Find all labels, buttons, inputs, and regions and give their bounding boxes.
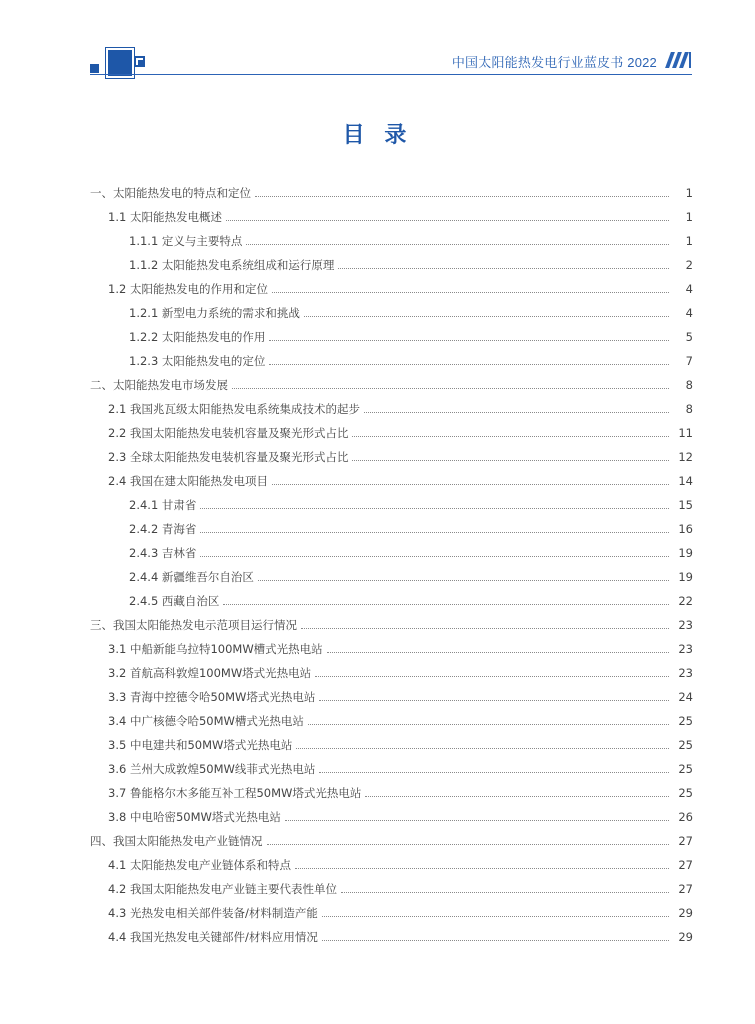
toc-entry[interactable]	[90, 397, 693, 421]
toc-entry[interactable]	[90, 925, 693, 949]
toc-leader-dots	[352, 459, 669, 461]
toc-entry-title: 2.4.3 吉林省	[129, 546, 197, 560]
toc-page-number: 14	[678, 474, 693, 488]
toc-page-number: 23	[678, 666, 693, 680]
toc-leader-dots	[223, 603, 669, 605]
toc-page-number: 26	[678, 810, 693, 824]
toc-page-number: 25	[678, 762, 693, 776]
toc-entry-title: 2.4.5 西藏自治区	[129, 594, 220, 608]
slashes-icon	[662, 52, 692, 70]
toc-entry-title: 1.1.1 定义与主要特点	[129, 234, 243, 248]
toc-page-number: 1	[685, 210, 693, 224]
toc-entry[interactable]	[90, 373, 693, 397]
toc-entry[interactable]	[90, 709, 693, 733]
toc-entry[interactable]	[90, 541, 693, 565]
toc-entry[interactable]	[90, 805, 693, 829]
toc-entry[interactable]	[90, 781, 693, 805]
toc-entry-title: 三、我国太阳能热发电示范项目运行情况	[90, 618, 297, 632]
toc-entry-title: 3.2 首航高科敦煌100MW塔式光热电站	[108, 666, 312, 680]
toc-page-number: 27	[678, 834, 693, 848]
header-divider	[90, 74, 692, 75]
toc-leader-dots	[295, 867, 669, 869]
toc-entry-title: 4.4 我国光热发电关键部件/材料应用情况	[108, 930, 318, 944]
toc-page-number: 24	[678, 690, 693, 704]
toc-page-number: 4	[685, 282, 693, 296]
toc-leader-dots	[315, 675, 669, 677]
toc-entry[interactable]	[90, 421, 693, 445]
toc-leader-dots	[272, 483, 669, 485]
toc-entry[interactable]	[90, 517, 693, 541]
toc-page-number: 4	[685, 306, 693, 320]
toc-entry[interactable]	[90, 493, 693, 517]
toc-page-number: 27	[678, 882, 693, 896]
toc-page-number: 22	[678, 594, 693, 608]
toc-entry-title: 1.2 太阳能热发电的作用和定位	[108, 282, 268, 296]
toc-leader-dots	[200, 555, 669, 557]
toc-entry-title: 2.4 我国在建太阳能热发电项目	[108, 474, 268, 488]
toc-entry-title: 3.6 兰州大成敦煌50MW线菲式光热电站	[108, 762, 316, 776]
toc-entry-title: 四、我国太阳能热发电产业链情况	[90, 834, 263, 848]
toc-page-number: 5	[685, 330, 693, 344]
toc-entry-title: 3.7 鲁能格尔木多能互补工程50MW塔式光热电站	[108, 786, 362, 800]
toc-leader-dots	[269, 363, 669, 365]
toc-page-number: 1	[685, 234, 693, 248]
toc-entry[interactable]	[90, 613, 693, 637]
toc-entry[interactable]	[90, 757, 693, 781]
toc-leader-dots	[352, 435, 669, 437]
toc-entry[interactable]	[90, 205, 693, 229]
toc-entry-title: 3.8 中电哈密50MW塔式光热电站	[108, 810, 281, 824]
toc-leader-dots	[338, 267, 669, 269]
toc-leader-dots	[269, 339, 669, 341]
toc-entry-title: 2.4.2 青海省	[129, 522, 197, 536]
toc-entry[interactable]	[90, 829, 693, 853]
toc-leader-dots	[232, 387, 669, 389]
toc-entry[interactable]	[90, 277, 693, 301]
toc-page-number: 15	[678, 498, 693, 512]
toc-entry-title: 1.2.2 太阳能热发电的作用	[129, 330, 266, 344]
toc-page-number: 2	[685, 258, 693, 272]
header-title: 中国太阳能热发电行业蓝皮书 2022	[451, 55, 657, 70]
toc-page-number: 11	[678, 426, 693, 440]
page-title: 目 录	[342, 123, 413, 148]
toc-entry-title: 4.1 太阳能热发电产业链体系和特点	[108, 858, 291, 872]
toc-entry[interactable]	[90, 661, 693, 685]
toc-leader-dots	[341, 891, 669, 893]
toc-entry[interactable]	[90, 637, 693, 661]
toc-entry[interactable]	[90, 469, 693, 493]
toc-entry[interactable]	[90, 565, 693, 589]
toc-entry-title: 1.1.2 太阳能热发电系统组成和运行原理	[129, 258, 335, 272]
toc-page-number: 19	[678, 546, 693, 560]
toc-leader-dots	[226, 219, 669, 221]
toc-leader-dots	[365, 795, 669, 797]
toc-leader-dots	[322, 915, 669, 917]
toc-page-number: 19	[678, 570, 693, 584]
toc-page-number: 8	[685, 402, 693, 416]
toc-page-number: 25	[678, 786, 693, 800]
toc-leader-dots	[319, 699, 669, 701]
toc-entry[interactable]	[90, 349, 693, 373]
toc-entry[interactable]	[90, 229, 693, 253]
toc-leader-dots	[308, 723, 669, 725]
toc-leader-dots	[322, 939, 669, 941]
toc-leader-dots	[364, 411, 669, 413]
toc-entry[interactable]	[90, 325, 693, 349]
toc-entry-title: 二、太阳能热发电市场发展	[90, 378, 228, 392]
toc-leader-dots	[272, 291, 669, 293]
toc-page-number: 27	[678, 858, 693, 872]
toc-page-number: 23	[678, 618, 693, 632]
toc-entry[interactable]	[90, 853, 693, 877]
toc-page-number: 23	[678, 642, 693, 656]
toc-entry[interactable]	[90, 301, 693, 325]
toc-entry-title: 2.2 我国太阳能热发电装机容量及聚光形式占比	[108, 426, 349, 440]
toc-entry-title: 一、太阳能热发电的特点和定位	[90, 186, 251, 200]
toc-entry-title: 2.4.1 甘肃省	[129, 498, 197, 512]
table-of-contents	[90, 181, 693, 949]
toc-page-number: 8	[685, 378, 693, 392]
toc-page-number: 16	[678, 522, 693, 536]
toc-leader-dots	[267, 843, 670, 845]
toc-entry-title: 3.4 中广核德令哈50MW槽式光热电站	[108, 714, 304, 728]
toc-entry[interactable]	[90, 877, 693, 901]
toc-page-number: 25	[678, 714, 693, 728]
toc-leader-dots	[285, 819, 669, 821]
toc-page-number: 25	[678, 738, 693, 752]
toc-leader-dots	[304, 315, 669, 317]
toc-entry-title: 1.2.1 新型电力系统的需求和挑战	[129, 306, 300, 320]
toc-page-number: 7	[685, 354, 693, 368]
toc-leader-dots	[200, 531, 669, 533]
toc-entry[interactable]	[90, 733, 693, 757]
toc-leader-dots	[301, 627, 669, 629]
toc-entry-title: 1.1 太阳能热发电概述	[108, 210, 222, 224]
toc-page-number: 29	[678, 906, 693, 920]
toc-entry[interactable]	[90, 901, 693, 925]
toc-leader-dots	[327, 651, 669, 653]
toc-entry[interactable]	[90, 445, 693, 469]
toc-entry-title: 4.2 我国太阳能热发电产业链主要代表性单位	[108, 882, 337, 896]
toc-entry-title: 4.3 光热发电相关部件装备/材料制造产能	[108, 906, 318, 920]
toc-entry-title: 1.2.3 太阳能热发电的定位	[129, 354, 266, 368]
toc-entry-title: 2.4.4 新疆维吾尔自治区	[129, 570, 254, 584]
page-header	[0, 0, 755, 90]
toc-entry[interactable]	[90, 253, 693, 277]
toc-leader-dots	[246, 243, 669, 245]
toc-leader-dots	[200, 507, 669, 509]
toc-entry[interactable]	[90, 685, 693, 709]
toc-leader-dots	[258, 579, 669, 581]
toc-entry[interactable]	[90, 181, 693, 205]
toc-entry-title: 2.3 全球太阳能热发电装机容量及聚光形式占比	[108, 450, 349, 464]
toc-leader-dots	[319, 771, 669, 773]
toc-leader-dots	[296, 747, 669, 749]
toc-entry[interactable]	[90, 589, 693, 613]
toc-page-number: 29	[678, 930, 693, 944]
toc-page-number: 12	[678, 450, 693, 464]
toc-entry-title: 3.3 青海中控德令哈50MW塔式光热电站	[108, 690, 316, 704]
toc-page-number: 1	[685, 186, 693, 200]
toc-entry-title: 2.1 我国兆瓦级太阳能热发电系统集成技术的起步	[108, 402, 360, 416]
toc-entry-title: 3.1 中船新能乌拉特100MW槽式光热电站	[108, 642, 323, 656]
toc-entry-title: 3.5 中电建共和50MW塔式光热电站	[108, 738, 293, 752]
toc-leader-dots	[255, 195, 669, 197]
